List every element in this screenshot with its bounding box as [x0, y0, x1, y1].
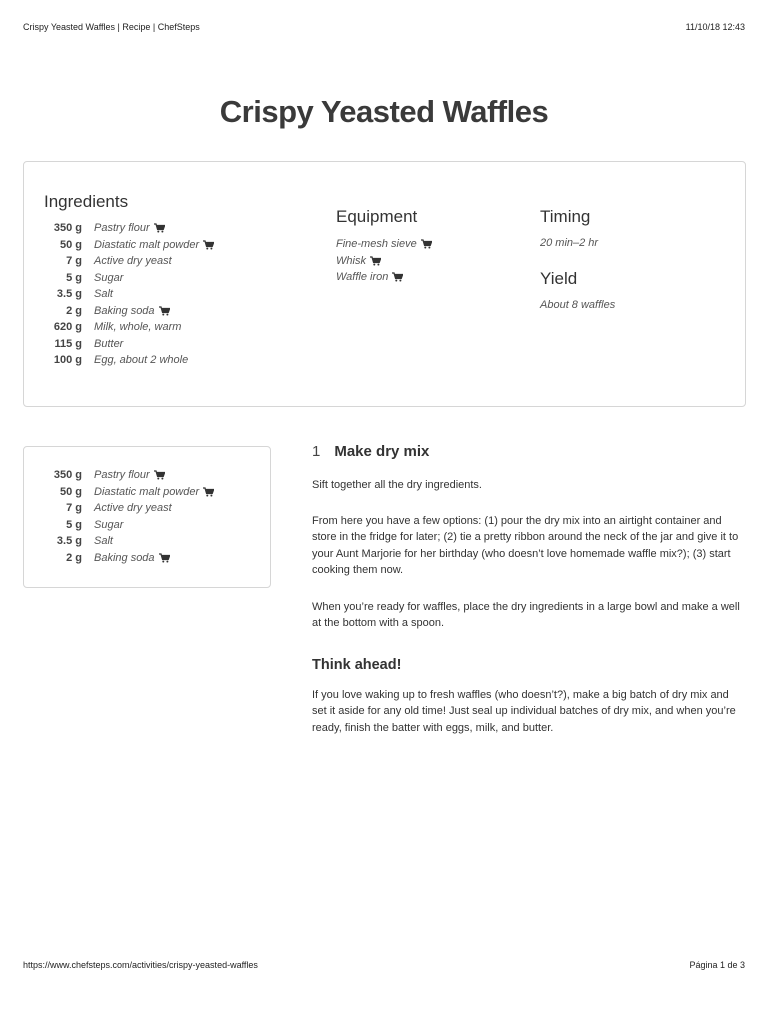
print-footer-page: Página 1 de 3 [689, 960, 745, 970]
ingredient-quantity: 7 g [66, 502, 82, 515]
step-ingredients-list [44, 467, 270, 566]
timing-heading: Timing [540, 207, 591, 226]
ingredient-quantity: 7 g [66, 255, 82, 268]
ingredient-row [44, 500, 270, 517]
ingredient-quantity: 3.5 g [56, 288, 82, 301]
ingredient-quantity: 115 g [54, 337, 82, 350]
timing-value: 20 min–2 hr [540, 237, 599, 249]
shopping-cart-icon[interactable] [370, 256, 381, 266]
ingredient-quantity: 50 g [59, 238, 82, 251]
ingredient-row [44, 550, 270, 567]
ingredient-name: Sugar [94, 518, 124, 531]
ingredient-name: Milk, whole, warm [94, 321, 182, 334]
ingredient-name: Egg, about 2 whole [94, 354, 189, 367]
ingredient-name: Active dry yeast [94, 502, 172, 515]
think-ahead-text: If you love waking up to fresh waffles (who doesn’t?), make a big batch of dry mix and set it aside for any old time! Just seal up individual batches of dry mix, and when you’re ready, finish the batter with eggs, milk, and butter. [312, 688, 736, 734]
print-footer-url[interactable]: https://www.chefsteps.com/activities/crispy-yeasted-waffles [23, 960, 258, 970]
ingredient-row [44, 467, 270, 484]
timing-yield-section [540, 207, 615, 311]
equipment-section [336, 207, 432, 286]
equipment-item [336, 269, 432, 286]
ingredient-quantity: 3.5 g [56, 535, 82, 548]
ingredient-quantity: 350 g [53, 469, 82, 482]
ingredient-quantity: 2 g [66, 304, 82, 317]
yield-value: About 8 waffles [540, 299, 616, 311]
equipment-name: Fine-mesh sieve [336, 238, 417, 251]
ingredient-quantity: 350 g [53, 222, 82, 235]
step-paragraph: When you’re ready for waffles, place the dry ingredients in a large bowl and make a well at the bottom with a spoon. [312, 600, 740, 629]
ingredient-name: Diastatic malt powder [94, 485, 200, 498]
ingredient-row [44, 352, 214, 369]
shopping-cart-icon[interactable] [154, 223, 165, 233]
ingredient-row [44, 270, 214, 287]
ingredient-row [44, 220, 214, 237]
ingredient-quantity: 5 g [66, 271, 82, 284]
shopping-cart-icon[interactable] [203, 487, 214, 497]
ingredients-section [44, 192, 214, 369]
step-paragraph: From here you have a few options: (1) pour the dry mix into an airtight container and store in the fridge for later; (2) tie a pretty ribbon around the neck of the jar and give it to your Aunt Marjorie for her birthday (who doesn’t love homemade waffle mix?); (3) start cooking them now. [312, 514, 739, 576]
ingredient-name: Salt [94, 288, 113, 301]
equipment-list [336, 236, 432, 286]
ingredient-row [44, 336, 214, 353]
ingredient-name: Diastatic malt powder [94, 238, 200, 251]
think-ahead-heading: Think ahead! [312, 656, 402, 673]
shopping-cart-icon[interactable] [392, 272, 403, 282]
ingredient-row [44, 533, 270, 550]
ingredient-row [44, 484, 270, 501]
equipment-item [336, 253, 432, 270]
ingredients-heading: Ingredients [44, 192, 129, 211]
ingredient-row [44, 517, 270, 534]
ingredient-quantity: 620 g [53, 321, 82, 334]
ingredient-row [44, 253, 214, 270]
ingredient-row [44, 237, 214, 254]
step-1 [312, 443, 746, 736]
step-header [312, 443, 746, 460]
ingredient-quantity: 50 g [59, 485, 82, 498]
shopping-cart-icon[interactable] [421, 239, 432, 249]
ingredient-row [44, 303, 214, 320]
step-ingredients-card [23, 446, 271, 588]
print-header-title: Crispy Yeasted Waffles | Recipe | ChefSteps [23, 22, 200, 32]
ingredient-name: Salt [94, 535, 113, 548]
shopping-cart-icon[interactable] [203, 240, 214, 250]
shopping-cart-icon[interactable] [159, 553, 170, 563]
print-header-datetime: 11/10/18 12:43 [685, 22, 745, 32]
ingredient-quantity: 5 g [66, 518, 82, 531]
ingredient-quantity: 2 g [66, 551, 82, 564]
ingredient-name: Active dry yeast [94, 255, 172, 268]
yield-heading: Yield [540, 269, 578, 288]
ingredient-name: Baking soda [94, 551, 155, 564]
ingredients-list [44, 220, 214, 369]
ingredient-name: Baking soda [94, 304, 155, 317]
ingredient-name: Sugar [94, 271, 124, 284]
step-number: 1 [312, 443, 321, 460]
equipment-heading: Equipment [336, 207, 418, 226]
equipment-item [336, 236, 432, 253]
ingredient-name: Pastry flour [94, 469, 150, 482]
recipe-overview-card [23, 161, 746, 407]
ingredient-row [44, 319, 214, 336]
ingredient-name: Butter [94, 337, 124, 350]
recipe-title: Crispy Yeasted Waffles [219, 94, 549, 129]
shopping-cart-icon[interactable] [154, 470, 165, 480]
ingredient-name: Pastry flour [94, 222, 150, 235]
ingredient-row [44, 286, 214, 303]
equipment-name: Waffle iron [336, 271, 389, 284]
shopping-cart-icon[interactable] [159, 306, 170, 316]
equipment-name: Whisk [336, 254, 366, 267]
step-paragraph: Sift together all the dry ingredients. [312, 479, 482, 491]
step-title: Make dry mix [334, 443, 430, 460]
ingredient-quantity: 100 g [53, 354, 82, 367]
